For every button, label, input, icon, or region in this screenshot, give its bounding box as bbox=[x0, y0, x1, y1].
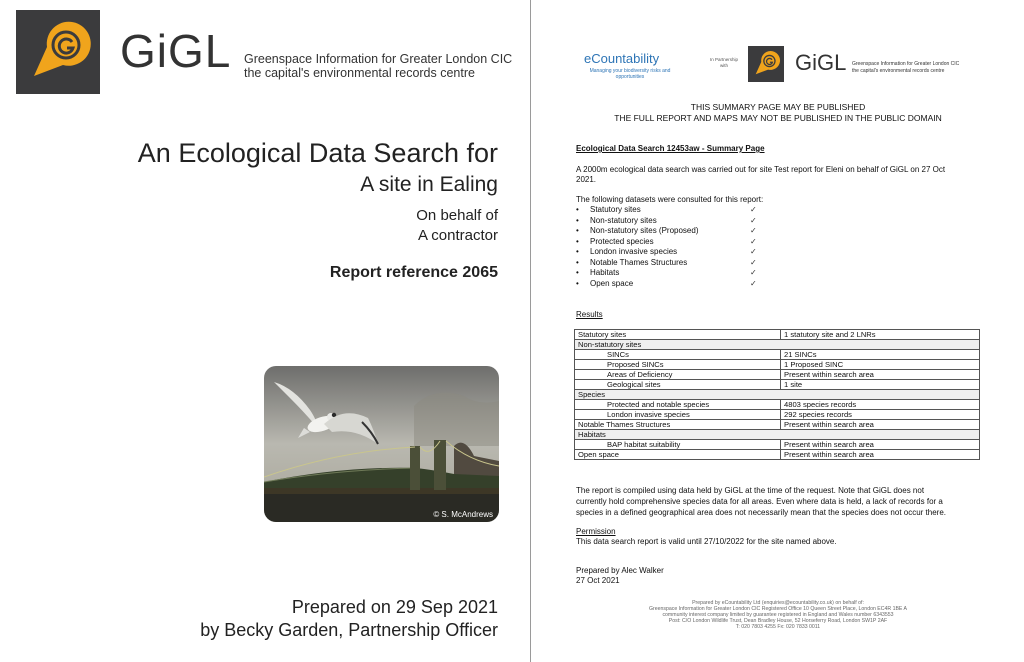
disclaimer-line-3: species in a defined geographical area does not necessarily mean that the species does not occur there. bbox=[576, 508, 947, 517]
footer-line: Greenspace Information for Greater London CIC Registered Office 10 Queen Street Place, London EC4R 1BE A bbox=[649, 606, 907, 612]
disclaimer-line-2: currently hold comprehensive species data for all areas. Even where data is held, a lack of records for a bbox=[576, 497, 943, 506]
checkmark-icon: ✓ bbox=[750, 226, 757, 235]
checkmark-icon: ✓ bbox=[750, 205, 757, 214]
permission-text: This data search report is valid until 27/10/2022 for the site named above. bbox=[576, 537, 837, 546]
permission-heading: Permission bbox=[576, 527, 616, 536]
report-reference: Report reference 2065 bbox=[329, 264, 498, 281]
summary-heading: Ecological Data Search 12453aw - Summary Page bbox=[576, 144, 765, 153]
dataset-name: Non-statutory sites bbox=[590, 215, 657, 225]
prepared-by: by Becky Garden, Partnership Officer bbox=[200, 620, 498, 640]
results-label: Geological sites bbox=[575, 380, 781, 390]
client-name: A contractor bbox=[417, 227, 498, 244]
results-row bbox=[575, 350, 980, 360]
on-behalf-of-label: On behalf of bbox=[416, 207, 498, 224]
results-row bbox=[575, 380, 980, 390]
publish-notice: THIS SUMMARY PAGE MAY BE PUBLISHED bbox=[690, 102, 866, 112]
results-value: 1 site bbox=[781, 380, 980, 390]
results-row bbox=[575, 390, 980, 400]
bullet-icon: • bbox=[576, 257, 579, 267]
results-row bbox=[575, 340, 980, 350]
checkmark-icon: ✓ bbox=[750, 278, 757, 288]
footer-line: community interest company limited by guarantee registered in England and Wales number 6343553 bbox=[662, 612, 894, 618]
footer-line: Post: C/O London Wildlife Trust, Dean Bradley House, 52 Horseferry Road, London SW1P 2AF bbox=[668, 618, 888, 624]
footer-line: T: 020 7803 4255 Fx: 020 7833 0011 bbox=[735, 624, 821, 630]
site-name: A site in Ealing bbox=[360, 173, 498, 196]
brand-name-small: GiGL bbox=[795, 50, 847, 75]
bullet-icon: • bbox=[576, 268, 579, 277]
results-label: Proposed SINCs bbox=[575, 360, 781, 370]
results-label: Statutory sites bbox=[575, 330, 781, 340]
results-label: Open space bbox=[575, 450, 781, 460]
prepared-date: 27 Oct 2021 bbox=[576, 576, 620, 585]
results-table bbox=[574, 329, 980, 460]
results-value: 1 statutory site and 2 LNRs bbox=[781, 330, 980, 340]
footer-line: Prepared by eCountability Ltd (enquiries@ecountability.co.uk) on behalf of: bbox=[692, 600, 864, 606]
dataset-name: Habitats bbox=[590, 268, 620, 277]
ecountability-tagline: Managing your biodiversity risks and opportunities bbox=[589, 68, 671, 80]
results-label: Notable Thames Structures bbox=[575, 420, 781, 430]
intro-line-2: 2021. bbox=[576, 175, 597, 184]
bullet-icon: • bbox=[576, 247, 579, 256]
partnership-label: In Partnership with bbox=[710, 57, 739, 68]
dataset-name: Open space bbox=[590, 278, 634, 288]
results-row bbox=[575, 360, 980, 370]
dataset-name: Notable Thames Structures bbox=[590, 257, 688, 267]
checkmark-icon: ✓ bbox=[750, 236, 757, 246]
results-row bbox=[575, 410, 980, 420]
brand-tagline-small-1: Greenspace Information for Greater London CIC bbox=[852, 61, 960, 67]
prepared-date: Prepared on 29 Sep 2021 bbox=[291, 597, 498, 617]
ecountability-logo: eCountability bbox=[584, 51, 660, 66]
results-section-header: Habitats bbox=[575, 430, 980, 440]
results-row bbox=[575, 430, 980, 440]
results-row bbox=[575, 420, 980, 430]
results-value: 4803 species records bbox=[781, 400, 980, 410]
bullet-icon: • bbox=[576, 278, 579, 288]
datasets-intro: The following datasets were consulted for this report: bbox=[576, 195, 764, 204]
brand-tagline-1: Greenspace Information for Greater London CIC bbox=[244, 52, 513, 66]
dataset-name: Protected species bbox=[590, 236, 654, 246]
checkmark-icon: ✓ bbox=[750, 268, 757, 277]
results-value: Present within search area bbox=[781, 440, 980, 450]
checkmark-icon: ✓ bbox=[750, 215, 757, 225]
results-section-header: Species bbox=[575, 390, 980, 400]
results-heading: Results bbox=[576, 310, 603, 319]
results-value: 292 species records bbox=[781, 410, 980, 420]
results-section-header: Non-statutory sites bbox=[575, 340, 980, 350]
summary-page bbox=[532, 0, 1024, 662]
results-label: London invasive species bbox=[575, 410, 781, 420]
results-value: Present within search area bbox=[781, 420, 980, 430]
map-pin-icon bbox=[748, 46, 784, 82]
results-row bbox=[575, 330, 980, 340]
prepared-by: Prepared by Alec Walker bbox=[576, 566, 664, 575]
results-row bbox=[575, 400, 980, 410]
results-label: SINCs bbox=[575, 350, 781, 360]
bullet-icon: • bbox=[576, 236, 579, 246]
results-value: Present within search area bbox=[781, 370, 980, 380]
bullet-icon: • bbox=[576, 205, 579, 214]
gull-bridge-photo bbox=[264, 366, 499, 522]
restriction-notice: THE FULL REPORT AND MAPS MAY NOT BE PUBLISHED IN THE PUBLIC DOMAIN bbox=[614, 113, 942, 123]
bullet-icon: • bbox=[576, 215, 579, 225]
gigl-logo-small bbox=[748, 46, 784, 82]
brand-tagline-small-2: the capital's environmental records centre bbox=[852, 68, 945, 74]
checkmark-icon: ✓ bbox=[750, 247, 757, 256]
gigl-logo bbox=[16, 10, 100, 94]
dataset-name: Non-statutory sites (Proposed) bbox=[590, 226, 699, 235]
results-row bbox=[575, 370, 980, 380]
dataset-name: London invasive species bbox=[590, 247, 678, 256]
results-value: Present within search area bbox=[781, 450, 980, 460]
report-title: An Ecological Data Search for bbox=[137, 138, 498, 168]
results-value: 21 SINCs bbox=[781, 350, 980, 360]
results-label: Areas of Deficiency bbox=[575, 370, 781, 380]
results-row bbox=[575, 440, 980, 450]
intro-line-1: A 2000m ecological data search was carried out for site Test report for Eleni on behalf of GiGL on 27 Oct bbox=[576, 165, 946, 174]
disclaimer-line-1: The report is compiled using data held by GiGL at the time of the request. Note that GiGL does not bbox=[576, 486, 925, 495]
bullet-icon: • bbox=[576, 226, 579, 235]
results-row bbox=[575, 450, 980, 460]
cover-photo bbox=[264, 366, 499, 522]
page-divider bbox=[530, 0, 531, 662]
map-pin-icon bbox=[16, 10, 100, 94]
results-label: BAP habitat suitability bbox=[575, 440, 781, 450]
dataset-name: Statutory sites bbox=[590, 205, 641, 214]
brand-tagline-2: the capital's environmental records centre bbox=[244, 66, 475, 80]
photo-credit: © S. McAndrews bbox=[433, 510, 493, 519]
results-label: Protected and notable species bbox=[575, 400, 781, 410]
brand-name: GiGL bbox=[120, 25, 232, 77]
results-value: 1 Proposed SINC bbox=[781, 360, 980, 370]
checkmark-icon: ✓ bbox=[750, 257, 757, 267]
